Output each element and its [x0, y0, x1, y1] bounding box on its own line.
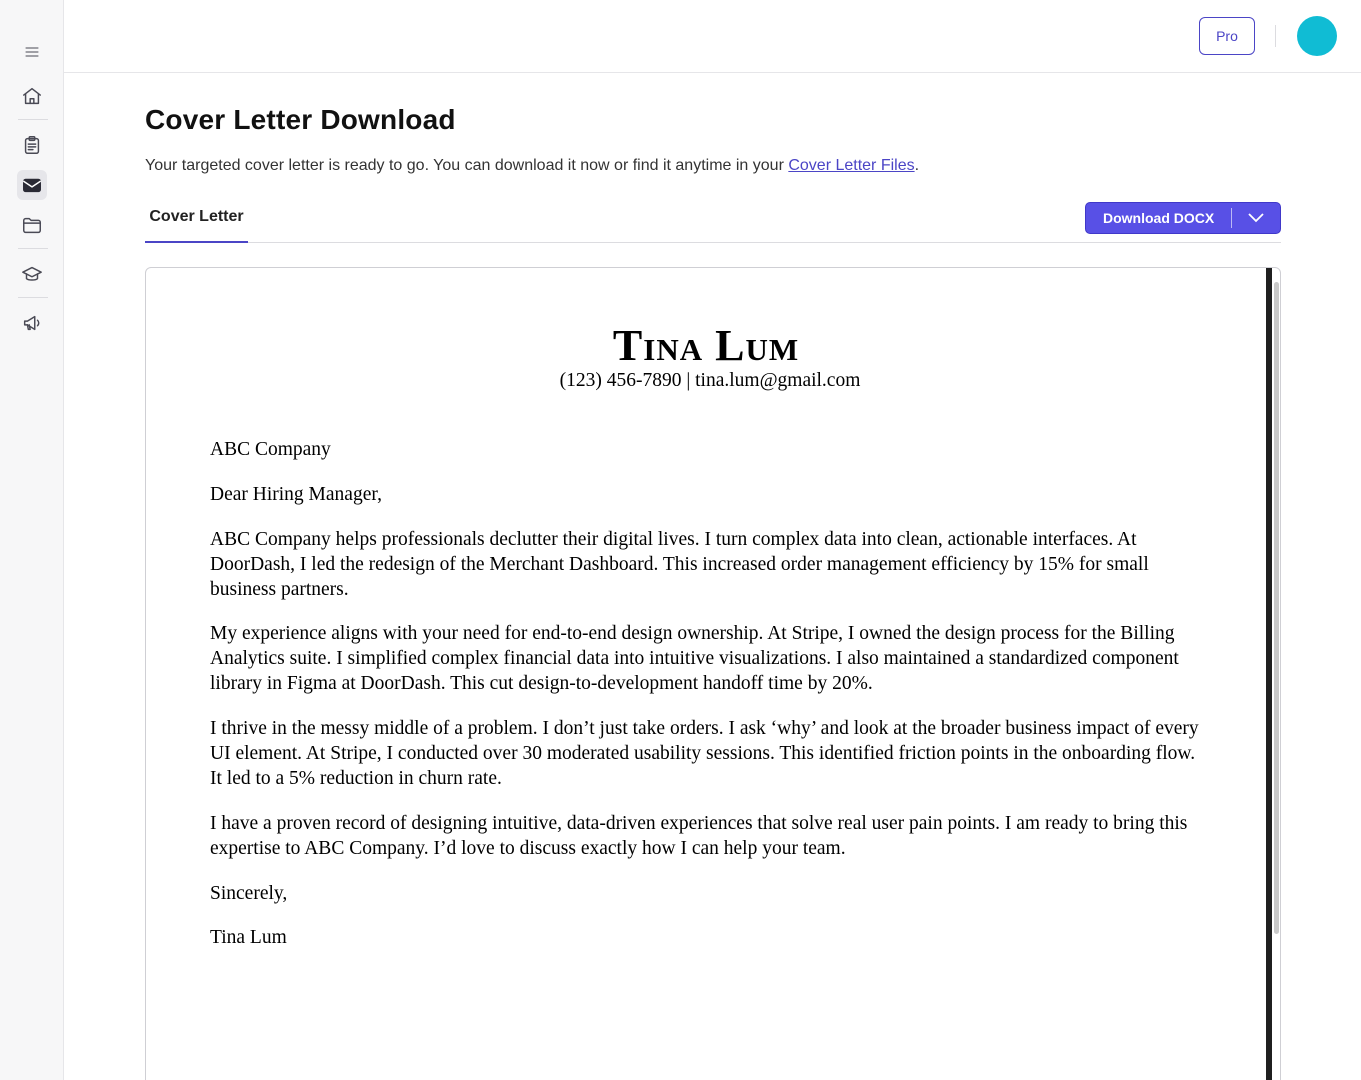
- letter-name: Tina Lum: [612, 321, 800, 370]
- subtitle-text: Your targeted cover letter is ready to go. You can download it now or find it anytime in your: [145, 157, 789, 174]
- sidebar-divider: [18, 297, 48, 298]
- document-scroll-edge: [1266, 268, 1272, 1080]
- document-scrollbar[interactable]: [1274, 282, 1279, 934]
- letter-paragraph: My experience aligns with your need for end-to-end design ownership. At Stripe, I owned the design process for the Billing Analytics suite. I simplified complex financial data into intuitive visualizations. I also maintained a standardized component library in Figma at DoorDash. This cut design-to-development handoff time by 20%.: [210, 623, 1179, 694]
- download-docx-button[interactable]: [1085, 202, 1281, 234]
- clipboard-icon[interactable]: [17, 130, 47, 160]
- cover-letter-files-link[interactable]: Cover Letter Files: [788, 157, 915, 174]
- topbar-divider: [1275, 25, 1276, 47]
- letter-company: ABC Company: [210, 439, 331, 460]
- sidebar-divider: [18, 119, 48, 120]
- sidebar: [0, 0, 64, 1080]
- subtitle-end: .: [914, 157, 920, 174]
- top-bar: [64, 0, 1361, 73]
- letter-salutation: Dear Hiring Manager,: [210, 484, 382, 505]
- page-subtitle: [145, 157, 919, 175]
- mail-icon[interactable]: [17, 170, 47, 200]
- cover-letter-document: [145, 267, 1281, 1080]
- sidebar-divider: [18, 248, 48, 249]
- letter-closing: Sincerely,: [210, 883, 288, 904]
- menu-icon[interactable]: [17, 37, 47, 67]
- download-docx-label: Download DOCX: [1103, 210, 1215, 226]
- avatar[interactable]: [1297, 16, 1337, 56]
- tab-cover-letter[interactable]: Cover Letter: [145, 200, 248, 243]
- chevron-down-icon[interactable]: [1232, 212, 1280, 224]
- folder-icon[interactable]: [17, 210, 47, 240]
- graduation-cap-icon[interactable]: [17, 259, 47, 289]
- letter-contact: (123) 456-7890 | tina.lum@gmail.com: [559, 370, 861, 391]
- letter-paragraph: I have a proven record of designing intuitive, data-driven experiences that solve real user pain points. I am ready to bring this expertise to ABC Company. I’d love to discuss exactly how I can help your team.: [210, 813, 1188, 859]
- pro-button[interactable]: Pro: [1199, 17, 1255, 55]
- letter-signature: Tina Lum: [210, 927, 287, 948]
- megaphone-icon[interactable]: [17, 308, 47, 338]
- letter-paragraph: ABC Company helps professionals declutter their digital lives. I turn complex data into clean, actionable interfaces. At DoorDash, I led the redesign of the Merchant Dashboard. This increased order management efficiency by 15% for small business partners.: [210, 529, 1149, 600]
- letter-paragraph: I thrive in the messy middle of a problem. I don’t just take orders. I ask ‘why’ and look at the broader business impact of every UI element. At Stripe, I conducted over 30 moderated usability sessions. This identified friction points in the onboarding flow. It led to a 5% reduction in churn rate.: [210, 718, 1199, 789]
- page-title: Cover Letter Download: [145, 104, 456, 135]
- home-icon[interactable]: [17, 81, 47, 111]
